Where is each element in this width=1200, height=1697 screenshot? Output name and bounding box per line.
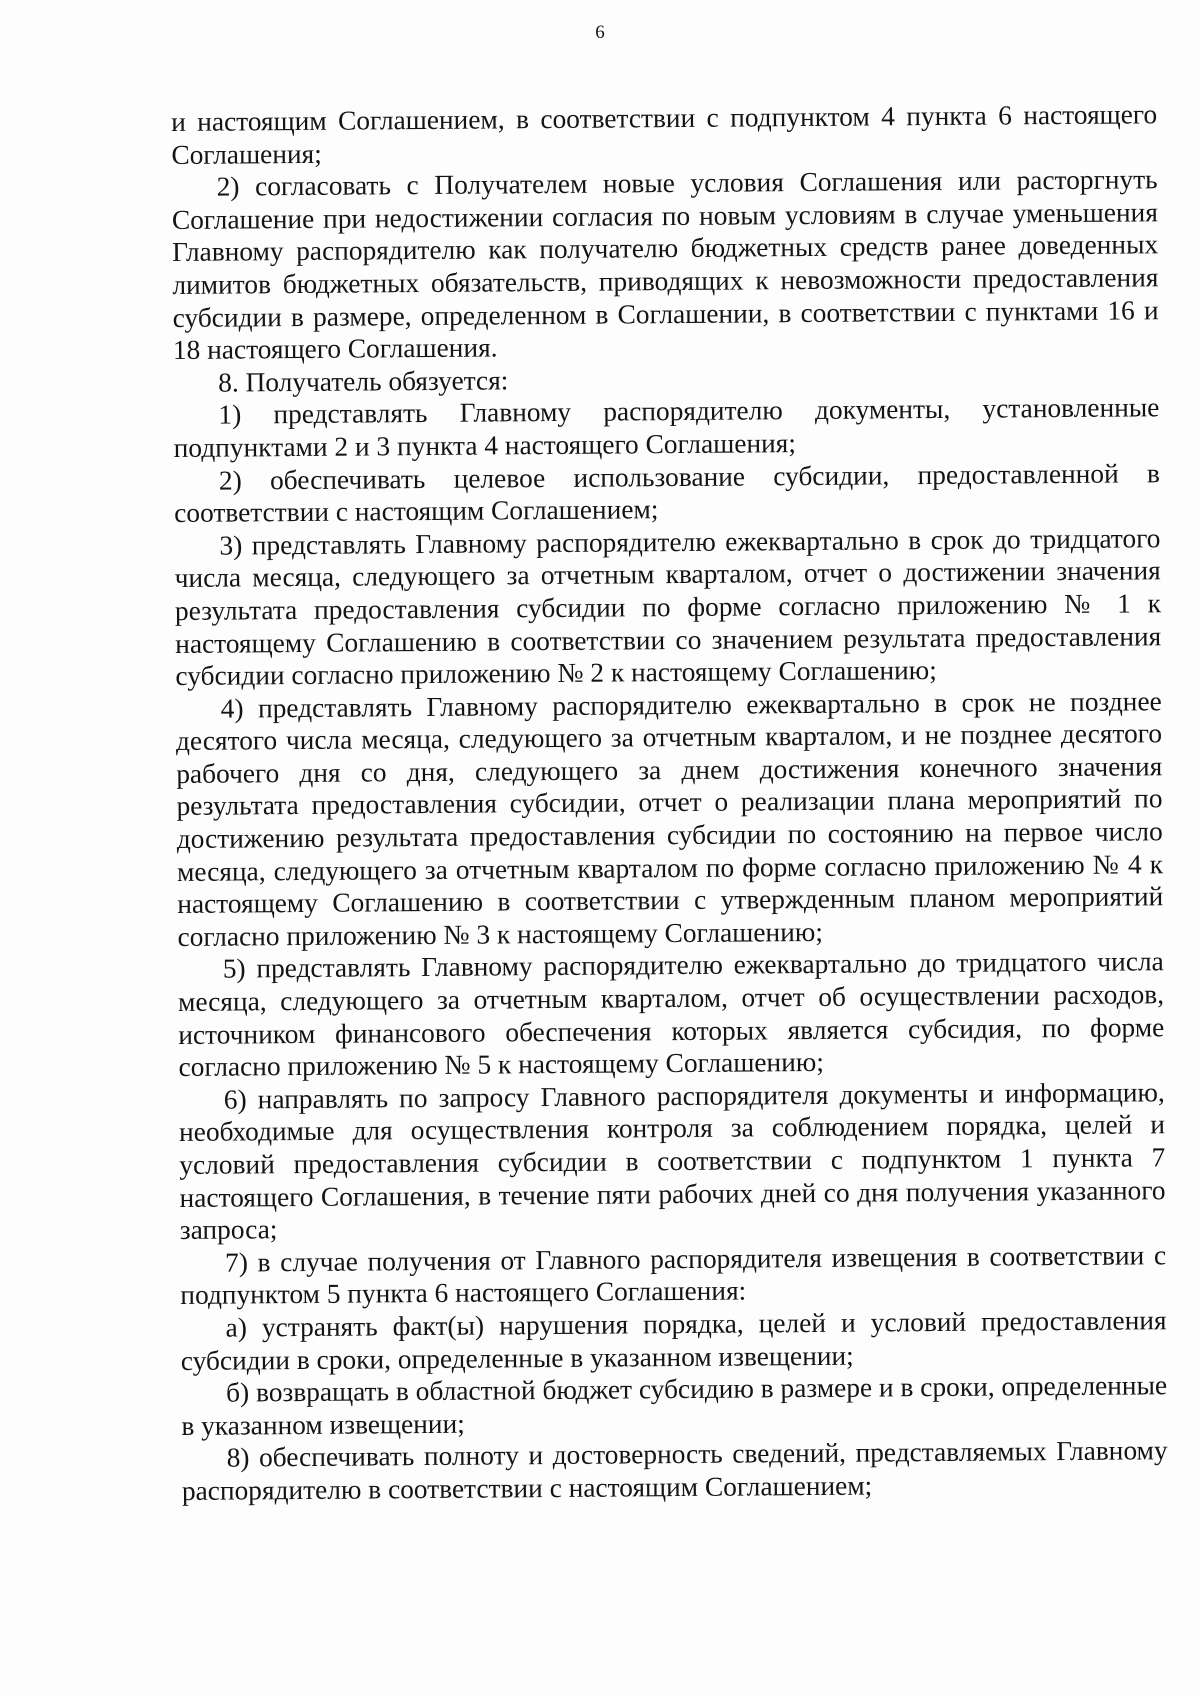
paragraph-8-7-a: а) устранять факт(ы) нарушения порядка, целей и условий предоставления субсидии в сроки, определенные в указанном извещении; bbox=[180, 1305, 1167, 1376]
paragraph-8-7-b: б) возвращать в областной бюджет субсидию в размере и в сроки, определенные в указанном извещении; bbox=[181, 1370, 1168, 1441]
paragraph-8-6: 6) направлять по запросу Главного распорядителя документы и информацию, необходимые для осуществления контроля за соблюдением порядка, целей и условий предоставления субсидии в соответствии с подпунктом 1 пункта 7 настоящего Соглашения, в течение пяти рабочих дней со дня получения указанного запроса; bbox=[178, 1077, 1166, 1246]
paragraph-8-2: 2) обеспечивать целевое использование субсидии, предоставленной в соответствии с настоящим Соглашением; bbox=[174, 457, 1161, 529]
page-number: 6 bbox=[595, 22, 605, 43]
paragraph-8-1: 1) представлять Главному распорядителю документы, установленные подпунктами 2 и 3 пункта 4 настоящего Соглашения; bbox=[173, 392, 1160, 463]
paragraph-8-8: 8) обеспечивать полноту и достоверность сведений, представляемых Главному распорядителю в соответствии с настоящим Соглашением; bbox=[181, 1435, 1168, 1506]
paragraph-8-heading: 8. Получатель обязуется: bbox=[218, 365, 509, 398]
paragraph-7-2: 2) согласовать с Получателем новые условия Соглашения или расторгнуть Соглашение при недостижении согласия по новым условиям в случае уменьшения Главному распорядителю как получателю бюджетных средств ранее доведенных лимитов бюджетных обязательств, приводящих к невозможности предоставления субсидии в размере, определенном в Соглашении, в соответствии с пунктами 16 и 18 настоящего Соглашения. bbox=[171, 164, 1159, 366]
paragraph-8-7: 7) в случае получения от Главного распорядителя извещения в соответствии с подпунктом 5 пункта 6 настоящего Соглашения: bbox=[180, 1240, 1167, 1311]
paragraph-continuation: и настоящим Соглашением, в соответствии с подпунктом 4 пункта 6 настоящего Соглашения; bbox=[171, 99, 1158, 170]
paragraph-8-3: 3) представлять Главному распорядителю ежеквартально в срок до тридцатого числа месяца, следующего за отчетным кварталом, отчет о достижении значения результата предоставления субсидии по форме согласно приложению № 1 к настоящему Соглашению в соответствии со значением результата предоставления субсидии согласно приложению № 2 к настоящему Соглашению; bbox=[174, 522, 1162, 692]
paragraph-8-4: 4) представлять Главному распорядителю ежеквартально в срок не позднее десятого числа месяца, следующего за отчетным кварталом, и не позднее десятого рабочего дня со дня, следующего за днем достижения конечного значения результата предоставления субсидии, отчет о реализации плана мероприятий по достижению результата предоставления субсидии по состоянию на первое число месяца, следующего за отчетным кварталом по форме согласно приложению № 4 к настоящему Соглашению в соответствии с утвержденным планом мероприятий согласно приложению № 3 к настоящему Соглашению; bbox=[175, 685, 1164, 952]
paragraph-8-5: 5) представлять Главному распорядителю ежеквартально до тридцатого числа месяца, следующего за отчетным кварталом, отчет об осуществлении расходов, источником финансового обеспечения которых является субсидия, по форме согласно приложению № 5 к настоящему Соглашению; bbox=[177, 946, 1165, 1083]
document-body bbox=[171, 98, 1168, 1507]
